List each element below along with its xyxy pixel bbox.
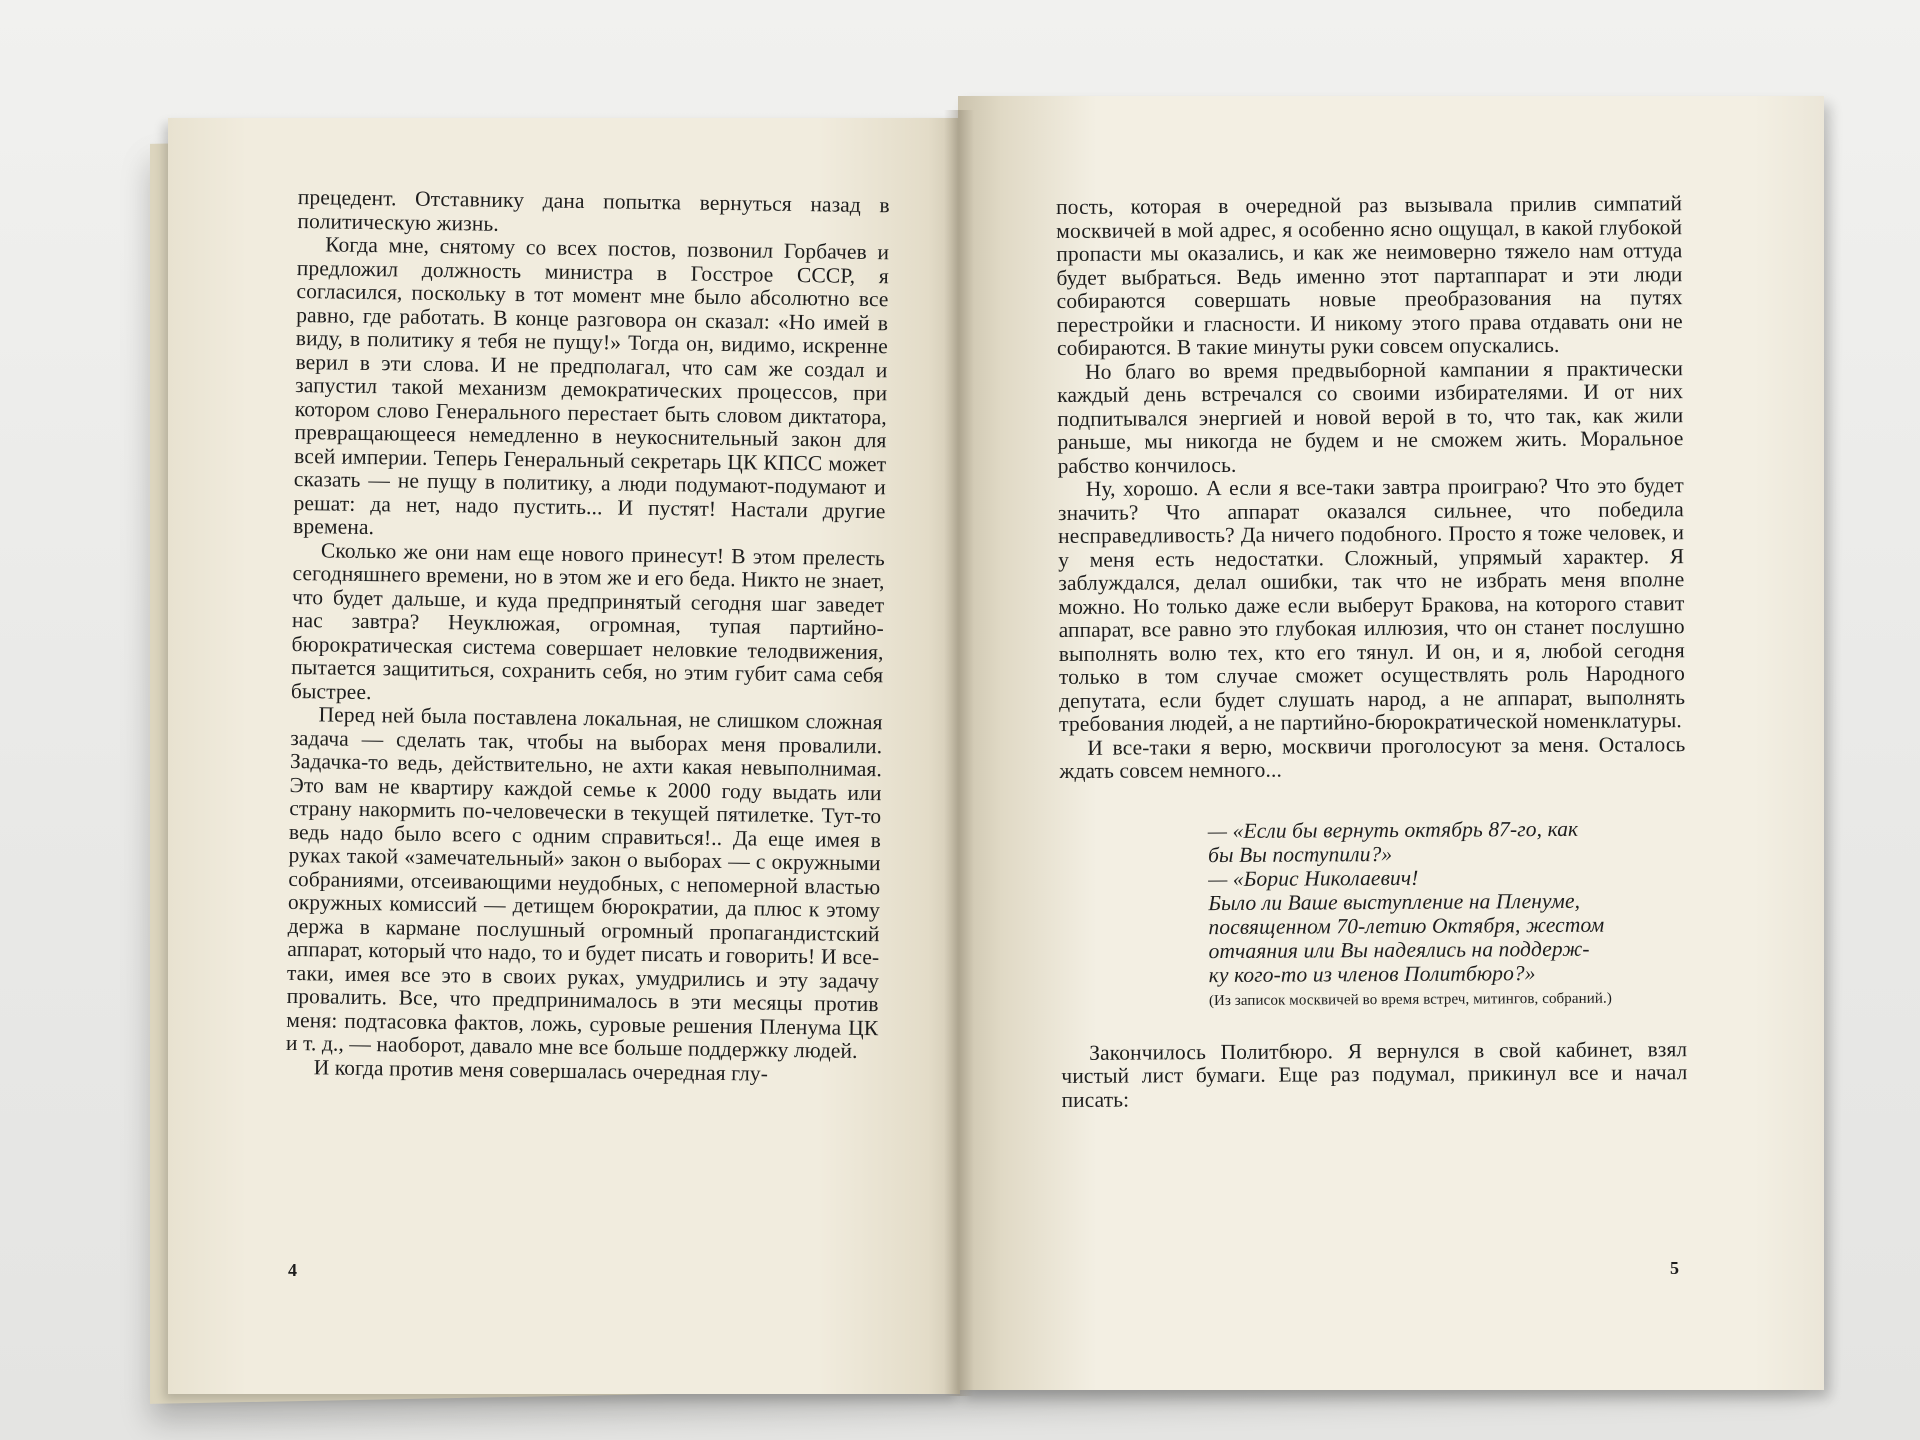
left-paragraph-1: прецедент. Отставнику дана попытка вернуться назад в политическую жизнь. [297, 185, 890, 236]
quote-line-6: отчаяния или Вы надеялись на поддерж- [1208, 936, 1590, 963]
right-paragraph-2: Но благо во время предвыборной кампании я практически каждый день встречался со своими избирателями. И от них подпитывался энергией и новой верой в то, что так, как жили раньше, мы никогда не будем и не сможем жить. Моральное рабство кончилось. [1057, 355, 1684, 478]
quote-line-5: посвященном 70-летию Октября, жестом [1208, 912, 1605, 939]
right-page-number: 5 [1670, 1258, 1679, 1278]
quote-line-7: ку кого-то из членов Политбюро?» [1208, 960, 1536, 987]
left-page [168, 118, 960, 1394]
right-page [958, 96, 1824, 1390]
book-gutter [944, 110, 974, 1396]
left-paragraph-2: Когда мне, снятому со всех постов, позвонил Горбачев и предложил должность министра в Госстрое СССР, я согласился, поскольку в тот момент мне было абсолютно все равно, где работать. В конце разговора он сказал: «Но имей в виду, в политику я тебя не пущу!» Тогда он, видимо, искренне верил в эти слова. И не предполагал, что сам же создал и запустил такой механизм демократических процессов, при котором слово Генерального перестает быть словом диктатора, превращающееся немедленно в неукоснительный закон для всей империи. Теперь Генеральный секретарь ЦК КПСС может сказать — не пущу в политику, а люди подумают-подумают и решат: да нет, надо пустить... И пустят! Настали другие времена. [293, 232, 890, 540]
right-paragraph-1: пость, которая в очередной раз вызывала прилив симпатий москвичей в мой адрес, я особенно ясно ощущал, в какой глубокой пропасти мы оказались, и как же неимоверно тяжело нам оттуда будет выбраться. Ведь именно этот партаппарат и эти люди собираются совершать новые преобразования на путях перестройки и гласности. И никому этого права отдавать они не собираются. В такие минуты руки совсем опускались. [1055, 191, 1683, 360]
right-paragraph-3: Ну, хорошо. А если я все-таки завтра проиграю? Что это будет значить? Что аппарат оказался сильнее, что победила несправедливость? Да ничего подобного. Просто я тоже человек, и у меня есть недостатки. Сложный, упрямый характер. Я заблуждался, делал ошибки, так что не избрать меня вполне можно. Но только даже если выберут Бракова, на которого ставит аппарат, все равно это глубокая иллюзия, что он станет послушно выполнять волю тех, кто его тянул. И он, и я, любой сегодня только в том случае сможет осуществлять роль Народного депутата, если будет слушать народ, а не аппарат, выполнять требования людей, а не партийно-бюрократической номенклатуры. [1057, 473, 1686, 736]
left-paragraph-3: Сколько же они нам еще нового принесут! В этом прелесть сегодняшнего времени, но в этом же и его беда. Никто не знает, что будет дальше, и куда предпринятый сегодня шаг заведет нас завтра? Неуклюжая, огромная, тупая партийно-бюрократическая система совершает неловкие телодвижения, пытается защититься, сохранить себя, но этим губит сама себя быстрее. [290, 537, 886, 704]
quote-line-2: бы Вы поступили?» [1207, 841, 1393, 867]
quote-source: (Из записок москвичей во время встреч, митингов, собраний.) [1208, 990, 1613, 1009]
right-paragraph-4: И все-таки я верю, москвичи проголосуют за меня. Осталось ждать совсем немного... [1059, 731, 1686, 783]
quote-line-1: — «Если бы вернуть октябрь 87-го, как [1207, 816, 1579, 843]
left-paragraph-4: Перед ней была поставлена локальная, не слишком сложная задача — сделать так, чтобы на выборах меня провалили. Задачка-то ведь, действительно, не ахти какая невыполнимая. Это вам не квартиру каждой семье к 2000 году выдать или страну накормить по-человечески в текущей пятилетке. Тут-то ведь надо было всего с одним справиться!.. Да еще имея в руках такой «замечательный» закон о выборах — с окружными собраниями, отсеивающими неудобных, с непомерной властью окружных комиссий — детищем бюрократии, да плюс к этому держа в кармане послушный огромный пропагандистский аппарат, который что надо, то и будет писать и говорить! И все-таки, имея все это в своих руках, умудрились и эту задачу провалить. Все, что предпринималось в эти месяцы против меня: подтасовка фактов, ложь, суровые решения Пленума ЦК и т. д., — наоборот, давало мне все больше поддержку людей. [285, 702, 883, 1063]
right-closing-paragraph: Закончилось Политбюро. Я вернулся в свой кабинет, взял чистый лист бумаги. Еще раз подумал, прикинул все и начал писать: [1061, 1036, 1688, 1112]
left-page-number: 4 [288, 1260, 297, 1280]
quote-line-4: Было ли Ваше выступление на Пленуме, [1208, 888, 1581, 915]
left-page-text [286, 186, 890, 1087]
interview-quote [1208, 816, 1687, 1011]
right-page-text [1056, 192, 1688, 1112]
quote-line-3: — «Борис Николаевич! [1208, 865, 1419, 891]
left-paragraph-5: И когда против меня совершалась очередная глу- [313, 1054, 769, 1086]
